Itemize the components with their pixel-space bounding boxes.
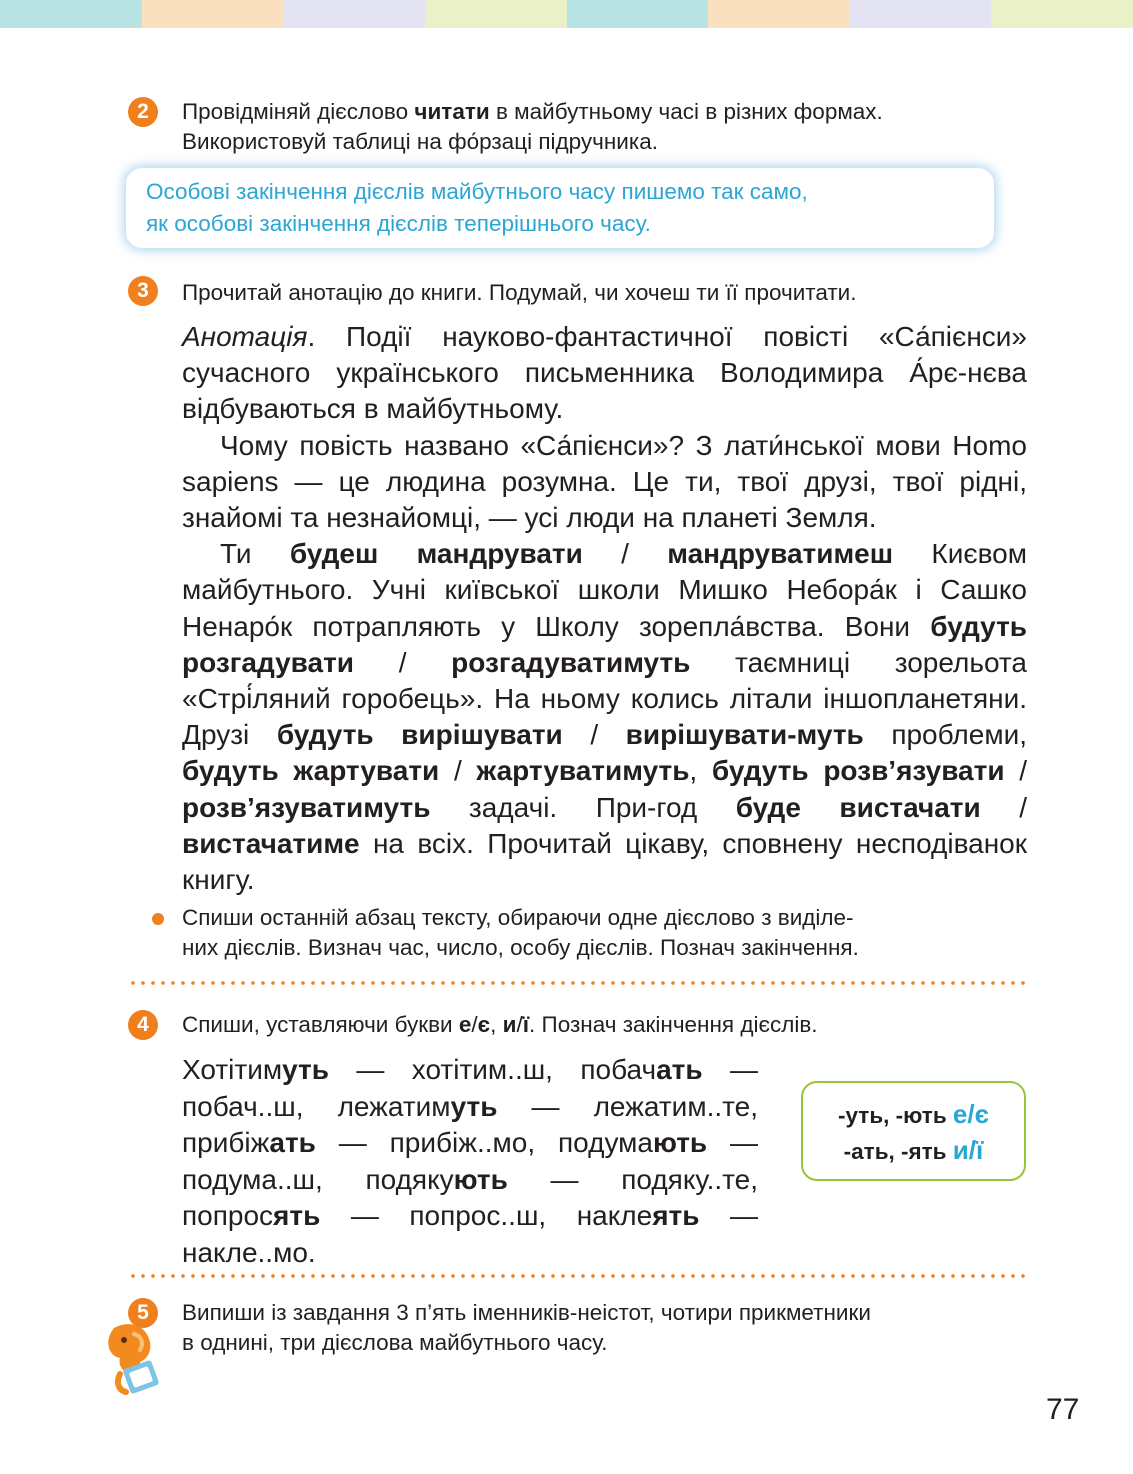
- strip-segment: [708, 0, 850, 28]
- verb: будуть жартувати: [182, 755, 440, 787]
- verb: буде вистачати: [735, 791, 981, 823]
- text: /: [1004, 755, 1028, 787]
- ending: ють: [453, 1163, 508, 1195]
- annotation-paragraph-1: [182, 319, 1027, 428]
- text: в майбутньому часі в різних формах.: [489, 99, 883, 124]
- text: . Події науково-фантастичної повісті «Са́пієнси» сучасного українського письменника Володимира А́рє-нєва відбуваються в майбутньому.: [182, 321, 1027, 425]
- task-4-instruction: [182, 1010, 1027, 1040]
- rest: — попрос..ш,: [320, 1200, 577, 1231]
- text: задачі. При-год: [430, 791, 736, 823]
- strip-segment: [991, 0, 1133, 28]
- task-3-instruction: Прочитай анотацію до книги. Подумай, чи хочеш ти її прочитати.: [182, 280, 857, 305]
- bullet-line-1: Спиши останній абзац тексту, обираючи одне дієслово з виділе-: [182, 905, 854, 930]
- word-pair: [365, 1164, 758, 1195]
- verb: вистачатиме: [182, 827, 360, 859]
- ending: ать: [656, 1054, 703, 1085]
- ending: уть: [282, 1054, 329, 1085]
- letter: ї: [522, 1012, 530, 1037]
- rule-line-1: Особові закінчення дієслів майбутнього часу пишемо так само,: [146, 179, 808, 204]
- verb: розгадуватимуть: [451, 646, 691, 678]
- text: Ти: [220, 538, 290, 570]
- stem: подяку: [365, 1163, 454, 1195]
- verb: будеш мандрувати: [289, 538, 583, 570]
- page-number: 77: [1046, 1393, 1080, 1426]
- ending: ять: [652, 1200, 700, 1231]
- annotation-label: Анотація: [182, 321, 308, 352]
- text: Спиши, уставляючи букви: [182, 1012, 459, 1037]
- task-4-number: 4: [128, 1010, 158, 1040]
- hint-row-2: [803, 1133, 1024, 1169]
- task-5-line-1: Випиши із завдання 3 п’ять іменників-неістот, чотири прикметники: [182, 1300, 871, 1325]
- text: /: [516, 1012, 523, 1037]
- task-2-number: 2: [128, 97, 158, 127]
- word-pair: [182, 1200, 577, 1231]
- endings: -уть, -ють: [838, 1103, 947, 1128]
- text: /: [354, 646, 452, 678]
- rest: — хотітим..ш,: [328, 1054, 581, 1085]
- text: /: [439, 755, 477, 787]
- task-3-number: 3: [128, 276, 158, 306]
- stem: накле: [576, 1200, 653, 1231]
- ending: ють: [652, 1127, 708, 1158]
- text: . Познач закінчення дієслів.: [529, 1012, 818, 1037]
- letter: и: [502, 1012, 517, 1037]
- endings-hint-box: [801, 1081, 1026, 1181]
- strip-segment: [0, 0, 142, 28]
- ending: уть: [450, 1090, 498, 1122]
- rest: — прибіж..мо,: [315, 1127, 559, 1158]
- text: на всіх. Прочитай цікаву, сповнену несподіванок книгу.: [182, 827, 1027, 896]
- text: /: [562, 719, 626, 751]
- task-2-line-1: [182, 97, 1027, 127]
- verb: будуть розв’язувати: [711, 755, 1005, 787]
- word-pair: [182, 1054, 580, 1085]
- task-4-exercise-text: [182, 1052, 758, 1271]
- stem: лежатим: [337, 1090, 451, 1122]
- dotted-divider: [128, 1274, 1028, 1278]
- task-2-instruction: [182, 97, 1027, 157]
- annotation-paragraph-3: [182, 536, 1027, 898]
- bullet-line-2: них дієслів. Визнач час, число, особу дієслів. Познач закінчення.: [182, 935, 859, 960]
- letter: є: [477, 1012, 491, 1037]
- rule-box: [126, 168, 994, 248]
- endings: -ать, -ять: [843, 1139, 947, 1164]
- letters: и/ї: [952, 1135, 984, 1165]
- annotation-paragraph-2: Чому повість названо «Са́пієнси»? З лати́нської мови Homo sapiens — це людина розумна. Це ти, твої друзі, твої рідні, знайомі та незнайомці, — усі люди на планеті Земля.: [182, 429, 1027, 534]
- strip-segment: [142, 0, 284, 28]
- keyword-chytaty: читати: [414, 99, 490, 124]
- letters: е/є: [952, 1099, 989, 1129]
- task-5-line-2: в однині, три дієслова майбутнього часу.: [182, 1330, 608, 1355]
- strip-segment: [850, 0, 992, 28]
- rest: — подяку..те,: [507, 1163, 758, 1195]
- task-3-bullet-instruction: [182, 903, 1027, 963]
- word-pair: [182, 1127, 558, 1158]
- task-2-line-2: Використовуй таблиці на фо́рзаці підручника.: [182, 129, 658, 154]
- text: проблеми,: [863, 719, 1027, 751]
- verb: вирішувати-муть: [625, 719, 864, 751]
- rest: — лежатим..те,: [497, 1090, 758, 1122]
- stem: Хотітим: [182, 1054, 283, 1085]
- rest: — подума..ш,: [182, 1127, 758, 1195]
- strip-segment: [283, 0, 425, 28]
- verb: будуть розгадувати: [182, 610, 1027, 678]
- text: /: [582, 538, 668, 570]
- task-5-number: 5: [128, 1298, 158, 1328]
- text: ,: [689, 755, 712, 787]
- verb: мандруватимеш: [667, 538, 894, 570]
- hint-row-1: [803, 1097, 1024, 1133]
- bullet-icon: [152, 913, 164, 925]
- strip-segment: [425, 0, 567, 28]
- stem: прибіж: [182, 1127, 270, 1158]
- verb: розв’язуватимуть: [182, 791, 431, 823]
- verb: будуть вирішувати: [276, 719, 563, 751]
- text: Провідміняй дієслово: [182, 99, 415, 124]
- ending: ать: [269, 1127, 316, 1158]
- text: ,: [490, 1012, 503, 1037]
- verb: жартуватимуть: [476, 755, 690, 787]
- annotation-text: [182, 319, 1027, 898]
- strip-segment: [567, 0, 709, 28]
- ending: ять: [273, 1200, 321, 1231]
- rule-line-2: як особові закінчення дієслів теперішнього часу.: [146, 211, 651, 236]
- letter: е: [458, 1012, 472, 1037]
- dotted-divider: [128, 981, 1028, 985]
- text: /: [471, 1012, 478, 1037]
- task-5-instruction: [182, 1298, 1027, 1358]
- stem: попрос: [182, 1200, 274, 1231]
- mascot-with-book-icon: [100, 1320, 164, 1400]
- stem: побач: [580, 1054, 657, 1085]
- word-pair: [338, 1091, 758, 1122]
- text: таємниці зорельота «Стрі́ляний горобець». На ньому колись літали іншопланетяни. Друзі: [182, 646, 1027, 751]
- text: /: [980, 791, 1028, 823]
- rest: — побач..ш,: [182, 1054, 758, 1122]
- text: Києвом майбутнього. Учні київської школи Мишко Небора́к і Сашко Ненаро́к потрапляють у Школу зорепла́вства. Вони: [182, 538, 1028, 642]
- top-color-strip: [0, 0, 1133, 28]
- stem: подума: [558, 1127, 653, 1158]
- rest: — накле..мо.: [182, 1200, 758, 1268]
